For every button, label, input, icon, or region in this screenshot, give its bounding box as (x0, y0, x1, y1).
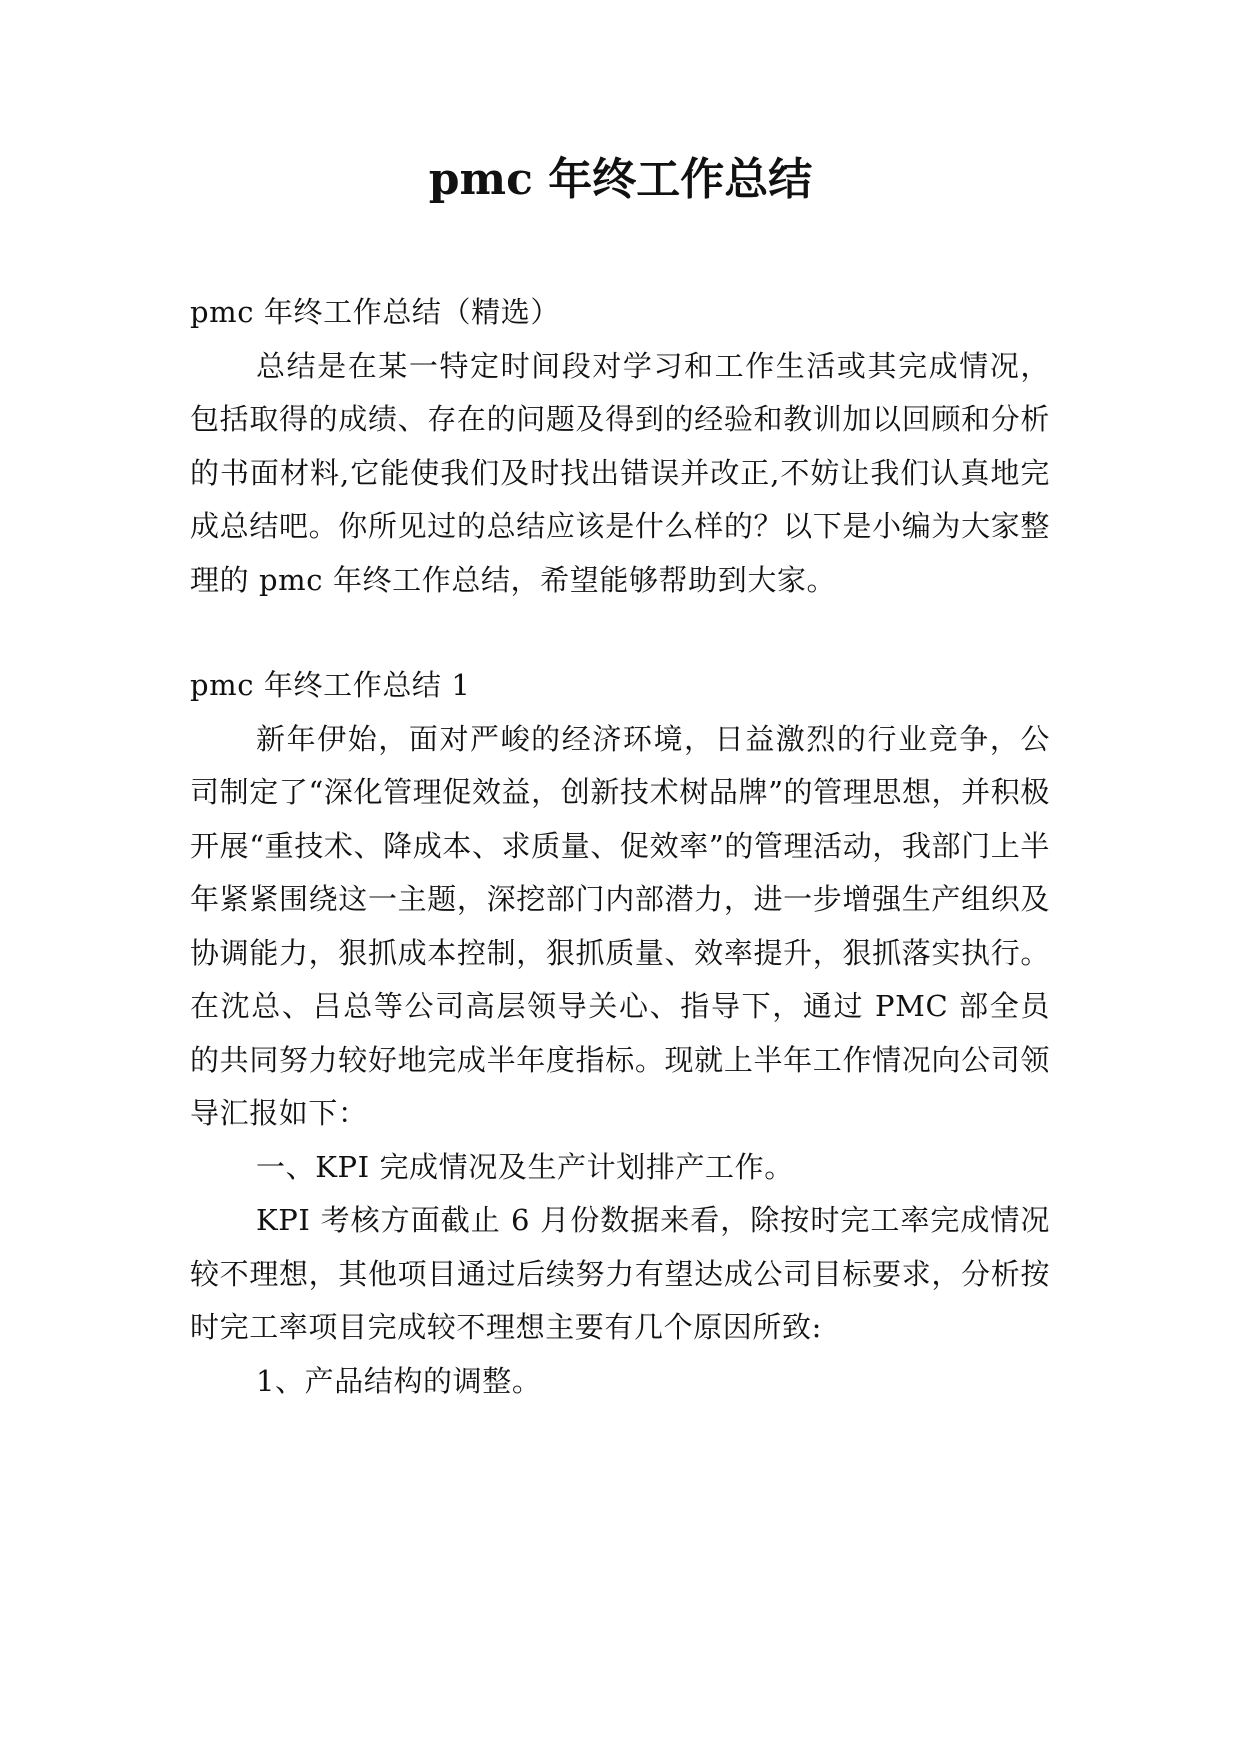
section-heading: pmc 年终工作总结 1 (190, 668, 471, 702)
document-subtitle: pmc 年终工作总结（精选） (190, 295, 560, 329)
list-item-heading: 一、KPI 完成情况及生产计划排产工作。 (256, 1149, 794, 1184)
section-spacer (190, 607, 1050, 659)
section-paragraph: KPI 考核方面截止 6 月份数据来看，除按时完工率完成情况较不理想，其他项目通过后续努力有望达成公司目标要求，分析按时完工率项目完成较不理想主要有几个原因所致: (190, 1203, 1050, 1344)
list-item: 1、产品结构的调整。 (256, 1363, 542, 1398)
document-title: pmc 年终工作总结 (428, 154, 813, 205)
section-paragraph: 新年伊始，面对严峻的经济环境，日益激烈的行业竞争，公司制定了“深化管理促效益，创新技术树品牌”的管理思想，并积极开展“重技术、降成本、求质量、促效率”的管理活动，我部门上半年紧紧围绕这一主题，深挖部门内部潜力，进一步增强生产组织及协调能力，狠抓成本控制，狠抓质量、效率提升，狠抓落实执行。在沈总、吕总等公司高层领导关心、指导下，通过 PMC 部全员的共同努力较好地完成半年度指标。现就上半年工作情况向公司领导汇报如下： (190, 721, 1050, 1130)
intro-paragraph: 总结是在某一特定时间段对学习和工作生活或其完成情况，包括取得的成绩、存在的问题及得到的经验和教训加以回顾和分析的书面材料,它能使我们及时找出错误并改正,不妨让我们认真地完成总结吧。你所见过的总结应该是什么样的？以下是小编为大家整理的 pmc 年终工作总结，希望能够帮助到大家。 (190, 348, 1050, 597)
document-body (190, 286, 1050, 1408)
